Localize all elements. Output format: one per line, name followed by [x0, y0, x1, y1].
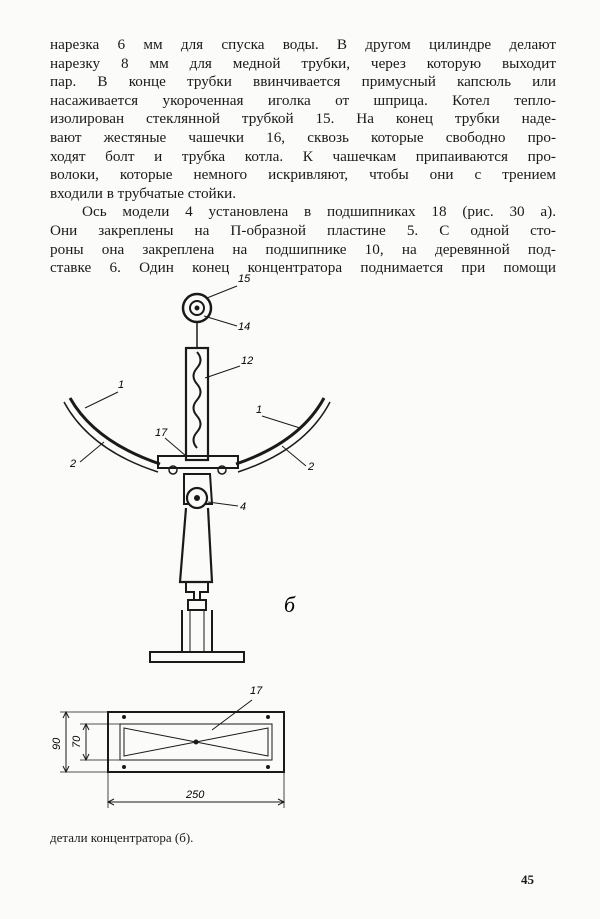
text-line: пар. В конце трубки ввинчивается примусный капсюль или [50, 73, 556, 91]
label-2-left: 2 [70, 458, 77, 470]
text-line: вают жестяные чашечки 16, сквозь которые свободно про- [50, 128, 556, 146]
label-b: б [284, 592, 296, 617]
label-17-top: 17 [155, 427, 168, 439]
label-1-right: 1 [256, 404, 263, 416]
text-line: ходят болт и трубка котла. К чашечкам припаиваются про- [50, 147, 556, 165]
plan-view-plate [108, 712, 284, 772]
leader-line-17-top [165, 438, 186, 456]
pivot-axis [184, 474, 212, 508]
stand-base [150, 610, 244, 662]
page-number: 45 [521, 872, 534, 887]
leader-line-1-left [85, 392, 118, 408]
leader-line-2-left [80, 442, 104, 462]
label-4: 4 [240, 501, 247, 513]
text-line: роны она закреплена на подшипнике 10, на деревянной под- [50, 240, 556, 258]
label-1-left: 1 [118, 379, 125, 391]
label-15: 15 [238, 273, 251, 285]
text-line: ставке 6. Один конец концентратора поднимается при помощи [50, 259, 556, 277]
dimension-70: 70 [71, 735, 83, 748]
boiler-end-circle [183, 294, 211, 322]
paragraph-1 [50, 36, 556, 203]
label-2-right: 2 [308, 461, 315, 473]
leader-line-12 [205, 366, 240, 378]
text-line: нарезку 8 мм для медной трубки, через которую выходит [50, 54, 556, 72]
text-line: нарезка 6 мм для спуска воды. В другом цилиндре делают [50, 36, 556, 53]
concentrator-figure [0, 260, 600, 820]
stand-arm [180, 508, 212, 610]
text-line: Они закреплены на П-образной пластине 5. С одной сто- [50, 221, 556, 239]
text-line: волоки, которые немного искривляют, чтобы они с трением [50, 166, 556, 184]
label-12: 12 [241, 355, 254, 367]
text-line: изолирован стеклянной трубкой 15. На конец трубки наде- [50, 110, 556, 128]
leader-line-1-right [262, 416, 300, 428]
figure-caption: детали концентратора (б). [50, 830, 194, 845]
leader-line-2-right [282, 446, 306, 466]
body-text [50, 36, 556, 278]
text-line: Ось модели 4 установлена в подшипниках 18 (рис. 30 а). [82, 203, 556, 221]
technical-drawing [0, 260, 600, 820]
text-line: насаживается укороченная иголка от шприца. Котел тепло- [50, 91, 556, 109]
leader-line-14 [204, 316, 237, 326]
dimension-90: 90 [51, 737, 63, 750]
dimension-250: 250 [186, 789, 205, 801]
reflector-arc [64, 398, 330, 474]
leader-line-15 [207, 286, 237, 298]
vertical-mast [186, 322, 208, 460]
label-14: 14 [238, 321, 251, 333]
label-17-bottom: 17 [250, 685, 263, 697]
leader-line-17-bottom [212, 700, 252, 730]
text-line: входили в трубчатые стойки. [50, 184, 236, 202]
